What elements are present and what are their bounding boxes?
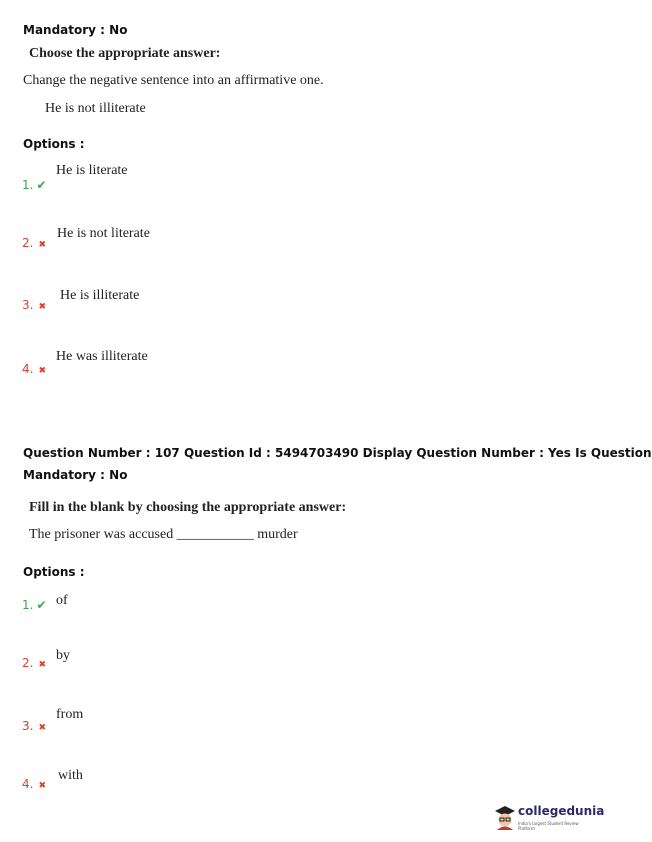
cross-icon: ✖ bbox=[38, 302, 46, 312]
q2-option-1-text: of bbox=[56, 593, 68, 608]
q2-option-3[interactable] bbox=[22, 719, 46, 733]
q2-option-4-text: with bbox=[58, 768, 83, 783]
graduate-icon bbox=[494, 805, 516, 831]
option-number: 1. bbox=[22, 178, 34, 192]
collegedunia-logo bbox=[494, 803, 605, 833]
option-number: 4. bbox=[22, 362, 34, 376]
q1-option-3-text: He is illiterate bbox=[60, 288, 140, 303]
q2-option-3-text: from bbox=[56, 707, 84, 722]
q1-options-label: Options : bbox=[23, 137, 85, 151]
cross-icon: ✖ bbox=[38, 366, 46, 376]
q1-instruction: Choose the appropriate answer: bbox=[29, 46, 221, 61]
option-number: 2. bbox=[22, 236, 34, 250]
q1-option-2-text: He is not literate bbox=[57, 226, 150, 241]
option-number: 1. bbox=[22, 598, 34, 612]
q1-option-3[interactable] bbox=[22, 298, 46, 312]
q2-header: Question Number : 107 Question Id : 5494703490 Display Question Number : Yes Is Question bbox=[23, 446, 652, 460]
q1-option-1-text: He is literate bbox=[56, 163, 128, 178]
q2-option-1[interactable] bbox=[22, 598, 47, 612]
cross-icon: ✖ bbox=[38, 660, 46, 670]
check-icon: ✔ bbox=[36, 598, 47, 612]
cross-icon: ✖ bbox=[38, 781, 46, 791]
q2-mandatory: Mandatory : No bbox=[23, 468, 128, 482]
option-number: 4. bbox=[22, 777, 34, 791]
logo-wordmark: collegedunia bbox=[518, 804, 605, 818]
option-number: 2. bbox=[22, 656, 34, 670]
q1-option-2[interactable] bbox=[22, 236, 46, 250]
logo-tagline: India's largest Student Review Platform bbox=[518, 821, 579, 831]
q1-mandatory: Mandatory : No bbox=[23, 23, 128, 37]
q1-option-4[interactable] bbox=[22, 362, 46, 376]
q1-option-1[interactable] bbox=[22, 178, 47, 192]
q1-sentence: He is not illiterate bbox=[45, 101, 146, 116]
option-number: 3. bbox=[22, 719, 34, 733]
q2-options-label: Options : bbox=[23, 565, 85, 579]
q2-option-4[interactable] bbox=[22, 777, 46, 791]
q2-option-2[interactable] bbox=[22, 656, 46, 670]
cross-icon: ✖ bbox=[38, 240, 46, 250]
q2-instruction: Fill in the blank by choosing the appropriate answer: bbox=[29, 500, 347, 515]
q1-prompt: Change the negative sentence into an affirmative one. bbox=[23, 73, 324, 88]
q2-option-2-text: by bbox=[56, 648, 70, 663]
check-icon: ✔ bbox=[36, 178, 47, 192]
option-number: 3. bbox=[22, 298, 34, 312]
q1-option-4-text: He was illiterate bbox=[56, 349, 148, 364]
q2-prompt: The prisoner was accused ___________ murder bbox=[29, 527, 298, 542]
cross-icon: ✖ bbox=[38, 723, 46, 733]
